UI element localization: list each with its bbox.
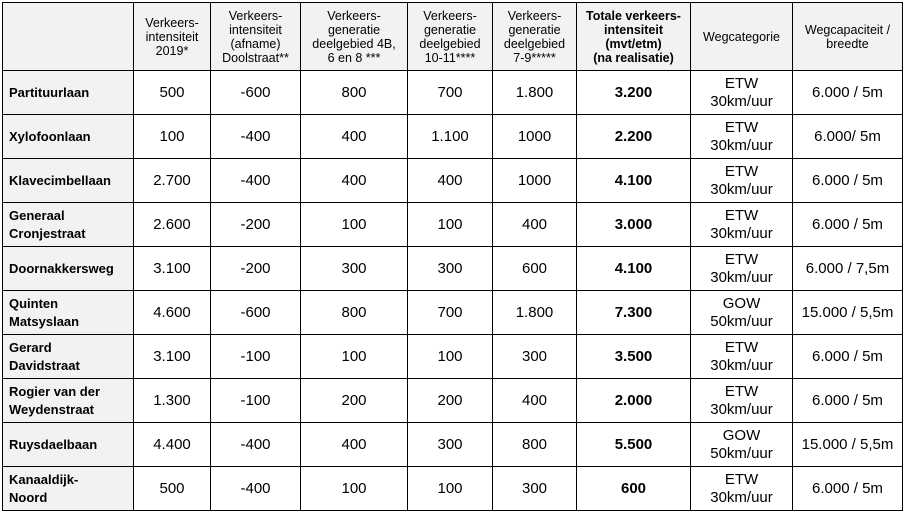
road-capacity-cell: 6.000 / 5m <box>793 467 903 511</box>
generation-4b-cell: 400 <box>301 159 408 203</box>
intensity-2019-cell: 500 <box>134 71 211 115</box>
total-intensity-cell: 5.500 <box>577 423 691 467</box>
intensity-2019-cell: 500 <box>134 467 211 511</box>
intensity-decrease-cell: -200 <box>211 247 301 291</box>
street-name-cell: Xylofoonlaan <box>3 115 134 159</box>
intensity-decrease-cell: -400 <box>211 467 301 511</box>
header-row <box>3 3 903 71</box>
total-intensity-cell: 7.300 <box>577 291 691 335</box>
generation-4b-cell: 400 <box>301 423 408 467</box>
header-text: Totale verkeers- intensiteit (mvt/etm) (na realisatie) <box>586 8 681 65</box>
table-row <box>3 159 903 203</box>
generation-4b-cell: 100 <box>301 335 408 379</box>
intensity-2019-cell: 3.100 <box>134 335 211 379</box>
intensity-2019-cell: 4.600 <box>134 291 211 335</box>
intensity-2019-cell: 3.100 <box>134 247 211 291</box>
header-text: Verkeers- generatie deelgebied 4B, 6 en 8 *** <box>312 8 396 65</box>
intensity-decrease-cell: -400 <box>211 115 301 159</box>
road-category-cell: ETW 30km/uur <box>691 335 793 379</box>
table-body <box>3 71 903 511</box>
generation-7-9-cell: 1.800 <box>493 291 577 335</box>
intensity-2019-cell: 1.300 <box>134 379 211 423</box>
header-cell <box>493 3 577 71</box>
generation-7-9-cell: 1000 <box>493 159 577 203</box>
road-category-cell: GOW 50km/uur <box>691 291 793 335</box>
header-text: Verkeers- intensiteit 2019* <box>145 15 199 58</box>
generation-4b-cell: 800 <box>301 71 408 115</box>
generation-7-9-cell: 800 <box>493 423 577 467</box>
header-cell <box>577 3 691 71</box>
table-row <box>3 71 903 115</box>
generation-10-11-cell: 700 <box>408 71 493 115</box>
intensity-decrease-cell: -600 <box>211 291 301 335</box>
street-name-cell: Quinten Matsyslaan <box>3 291 134 335</box>
intensity-decrease-cell: -600 <box>211 71 301 115</box>
header-cell <box>134 3 211 71</box>
table-row <box>3 115 903 159</box>
generation-7-9-cell: 600 <box>493 247 577 291</box>
total-intensity-cell: 2.200 <box>577 115 691 159</box>
header-text: Verkeers- intensiteit (afname) Doolstraat** <box>222 8 289 65</box>
intensity-decrease-cell: -400 <box>211 423 301 467</box>
generation-10-11-cell: 200 <box>408 379 493 423</box>
generation-7-9-cell: 300 <box>493 467 577 511</box>
road-capacity-cell: 15.000 / 5,5m <box>793 423 903 467</box>
generation-4b-cell: 300 <box>301 247 408 291</box>
road-category-cell: ETW 30km/uur <box>691 115 793 159</box>
table-row <box>3 379 903 423</box>
header-cell <box>301 3 408 71</box>
street-name-cell: Generaal Cronjestraat <box>3 203 134 247</box>
generation-4b-cell: 100 <box>301 467 408 511</box>
table-row <box>3 423 903 467</box>
total-intensity-cell: 3.000 <box>577 203 691 247</box>
road-capacity-cell: 6.000 / 5m <box>793 379 903 423</box>
generation-10-11-cell: 100 <box>408 467 493 511</box>
road-capacity-cell: 6.000 / 5m <box>793 159 903 203</box>
table-row <box>3 291 903 335</box>
total-intensity-cell: 600 <box>577 467 691 511</box>
street-name-cell: Rogier van der Weydenstraat <box>3 379 134 423</box>
road-capacity-cell: 6.000/ 5m <box>793 115 903 159</box>
intensity-decrease-cell: -200 <box>211 203 301 247</box>
road-capacity-cell: 6.000 / 7,5m <box>793 247 903 291</box>
table-row <box>3 247 903 291</box>
total-intensity-cell: 2.000 <box>577 379 691 423</box>
generation-10-11-cell: 100 <box>408 335 493 379</box>
header-text: Wegcapaciteit / breedte <box>804 22 891 51</box>
header-text: Wegcategorie <box>703 29 780 44</box>
road-capacity-cell: 6.000 / 5m <box>793 335 903 379</box>
intensity-2019-cell: 4.400 <box>134 423 211 467</box>
generation-7-9-cell: 1.800 <box>493 71 577 115</box>
table-row <box>3 203 903 247</box>
street-name-cell: Partituurlaan <box>3 71 134 115</box>
generation-10-11-cell: 1.100 <box>408 115 493 159</box>
intensity-2019-cell: 2.600 <box>134 203 211 247</box>
header-cell <box>211 3 301 71</box>
road-category-cell: ETW 30km/uur <box>691 159 793 203</box>
header-cell <box>691 3 793 71</box>
header-cell <box>408 3 493 71</box>
header-corner-cell <box>3 3 134 71</box>
street-name-cell: Kanaaldijk- Noord <box>3 467 134 511</box>
generation-10-11-cell: 100 <box>408 203 493 247</box>
generation-10-11-cell: 300 <box>408 423 493 467</box>
road-capacity-cell: 6.000 / 5m <box>793 203 903 247</box>
generation-7-9-cell: 400 <box>493 379 577 423</box>
generation-7-9-cell: 1000 <box>493 115 577 159</box>
road-category-cell: GOW 50km/uur <box>691 423 793 467</box>
generation-4b-cell: 800 <box>301 291 408 335</box>
table-row <box>3 335 903 379</box>
total-intensity-cell: 3.500 <box>577 335 691 379</box>
intensity-2019-cell: 100 <box>134 115 211 159</box>
generation-10-11-cell: 700 <box>408 291 493 335</box>
total-intensity-cell: 3.200 <box>577 71 691 115</box>
generation-7-9-cell: 300 <box>493 335 577 379</box>
street-name-cell: Doornakkersweg <box>3 247 134 291</box>
intensity-2019-cell: 2.700 <box>134 159 211 203</box>
generation-10-11-cell: 400 <box>408 159 493 203</box>
road-category-cell: ETW 30km/uur <box>691 467 793 511</box>
table-row <box>3 467 903 511</box>
header-text: Verkeers- generatie deelgebied 7-9***** <box>503 8 566 65</box>
generation-7-9-cell: 400 <box>493 203 577 247</box>
generation-4b-cell: 100 <box>301 203 408 247</box>
street-name-cell: Klavecimbellaan <box>3 159 134 203</box>
road-capacity-cell: 6.000 / 5m <box>793 71 903 115</box>
traffic-intensity-table <box>2 2 903 511</box>
road-category-cell: ETW 30km/uur <box>691 71 793 115</box>
intensity-decrease-cell: -400 <box>211 159 301 203</box>
header-text: Verkeers- generatie deelgebied 10-11**** <box>419 8 481 65</box>
intensity-decrease-cell: -100 <box>211 379 301 423</box>
road-capacity-cell: 15.000 / 5,5m <box>793 291 903 335</box>
street-name-cell: Gerard Davidstraat <box>3 335 134 379</box>
generation-4b-cell: 200 <box>301 379 408 423</box>
generation-10-11-cell: 300 <box>408 247 493 291</box>
road-category-cell: ETW 30km/uur <box>691 247 793 291</box>
total-intensity-cell: 4.100 <box>577 159 691 203</box>
generation-4b-cell: 400 <box>301 115 408 159</box>
total-intensity-cell: 4.100 <box>577 247 691 291</box>
header-cell <box>793 3 903 71</box>
road-category-cell: ETW 30km/uur <box>691 203 793 247</box>
road-category-cell: ETW 30km/uur <box>691 379 793 423</box>
intensity-decrease-cell: -100 <box>211 335 301 379</box>
street-name-cell: Ruysdaelbaan <box>3 423 134 467</box>
